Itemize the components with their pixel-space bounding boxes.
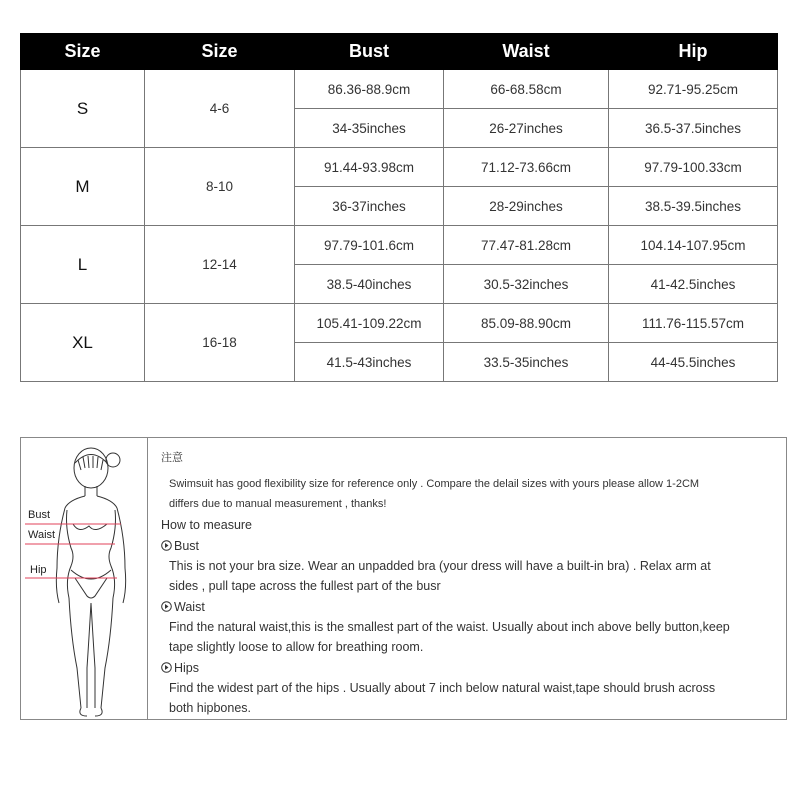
waist-inch-cell: 30.5-32inches [444, 265, 609, 304]
waist-inch-cell: 33.5-35inches [444, 343, 609, 382]
table-row [21, 148, 778, 187]
bust-heading [161, 536, 782, 556]
size-number-cell: 8-10 [145, 148, 295, 226]
waist-label: Waist [28, 529, 56, 541]
circle-arrow-icon [161, 662, 172, 673]
hip-inch-cell: 38.5-39.5inches [609, 187, 778, 226]
notes-flexibility-line1: Swimsuit has good flexibility size for reference only . Compare the delail sizes with yours please allow 1-2CM [169, 478, 700, 490]
bust-heading-label: Bust [174, 539, 200, 553]
bust-inch-cell: 41.5-43inches [295, 343, 444, 382]
body-figure-panel [21, 438, 148, 719]
hips-instructions-line1: Find the widest part of the hips . Usually about 7 inch below natural waist,tape should brush across [169, 681, 716, 695]
size-chart-table [20, 33, 778, 382]
hip-cm-cell: 111.76-115.57cm [609, 304, 778, 343]
how-to-measure-heading: How to measure [161, 518, 253, 532]
hips-heading-label: Hips [174, 661, 200, 675]
table-row [21, 70, 778, 109]
table-row [21, 226, 778, 265]
size-letter-cell: XL [21, 304, 145, 382]
hip-inch-cell: 44-45.5inches [609, 343, 778, 382]
bust-inch-cell: 38.5-40inches [295, 265, 444, 304]
header-waist: Waist [444, 34, 609, 70]
waist-inch-cell: 26-27inches [444, 109, 609, 148]
bust-instructions-line1: This is not your bra size. Wear an unpadded bra (your dress will have a built-in bra) . Relax arm at [169, 559, 711, 573]
waist-inch-cell: 28-29inches [444, 187, 609, 226]
waist-cm-cell: 66-68.58cm [444, 70, 609, 109]
bust-instructions-line2: sides , pull tape across the fullest part of the busr [169, 579, 441, 593]
bust-label: Bust [28, 509, 51, 521]
hips-heading [161, 658, 782, 678]
size-number-cell: 4-6 [145, 70, 295, 148]
circle-arrow-icon [161, 601, 172, 612]
bust-cm-cell: 97.79-101.6cm [295, 226, 444, 265]
waist-instructions-line2: tape slightly loose to allow for breathing room. [169, 640, 424, 654]
waist-heading-label: Waist [174, 600, 205, 614]
waist-cm-cell: 85.09-88.90cm [444, 304, 609, 343]
size-letter-cell: S [21, 70, 145, 148]
body-figure-illustration [21, 438, 147, 721]
hip-cm-cell: 104.14-107.95cm [609, 226, 778, 265]
waist-instructions-line1: Find the natural waist,this is the smallest part of the waist. Usually about inch above belly button,keep [169, 620, 730, 634]
header-hip: Hip [609, 34, 778, 70]
header-bust: Bust [295, 34, 444, 70]
bust-inch-cell: 36-37inches [295, 187, 444, 226]
bust-cm-cell: 86.36-88.9cm [295, 70, 444, 109]
notes-text-block [161, 448, 782, 718]
hips-instructions-line2: both hipbones. [169, 701, 252, 715]
waist-cm-cell: 71.12-73.66cm [444, 148, 609, 187]
header-size-number: Size [145, 34, 295, 70]
header-size-letter: Size [21, 34, 145, 70]
circle-arrow-icon [161, 540, 172, 551]
hip-inch-cell: 41-42.5inches [609, 265, 778, 304]
bust-cm-cell: 105.41-109.22cm [295, 304, 444, 343]
hip-cm-cell: 92.71-95.25cm [609, 70, 778, 109]
size-number-cell: 16-18 [145, 304, 295, 382]
waist-cm-cell: 77.47-81.28cm [444, 226, 609, 265]
size-number-cell: 12-14 [145, 226, 295, 304]
hip-label: Hip [30, 564, 47, 576]
table-row [21, 304, 778, 343]
waist-heading [161, 597, 782, 617]
hip-cm-cell: 97.79-100.33cm [609, 148, 778, 187]
table-header-row [21, 34, 778, 70]
notes-flexibility-line2: differs due to manual measurement , thanks! [169, 498, 387, 510]
hip-inch-cell: 36.5-37.5inches [609, 109, 778, 148]
size-letter-cell: M [21, 148, 145, 226]
measurement-notes-box [20, 437, 787, 720]
notes-title: 注意 [161, 452, 183, 464]
bust-inch-cell: 34-35inches [295, 109, 444, 148]
size-letter-cell: L [21, 226, 145, 304]
bust-cm-cell: 91.44-93.98cm [295, 148, 444, 187]
